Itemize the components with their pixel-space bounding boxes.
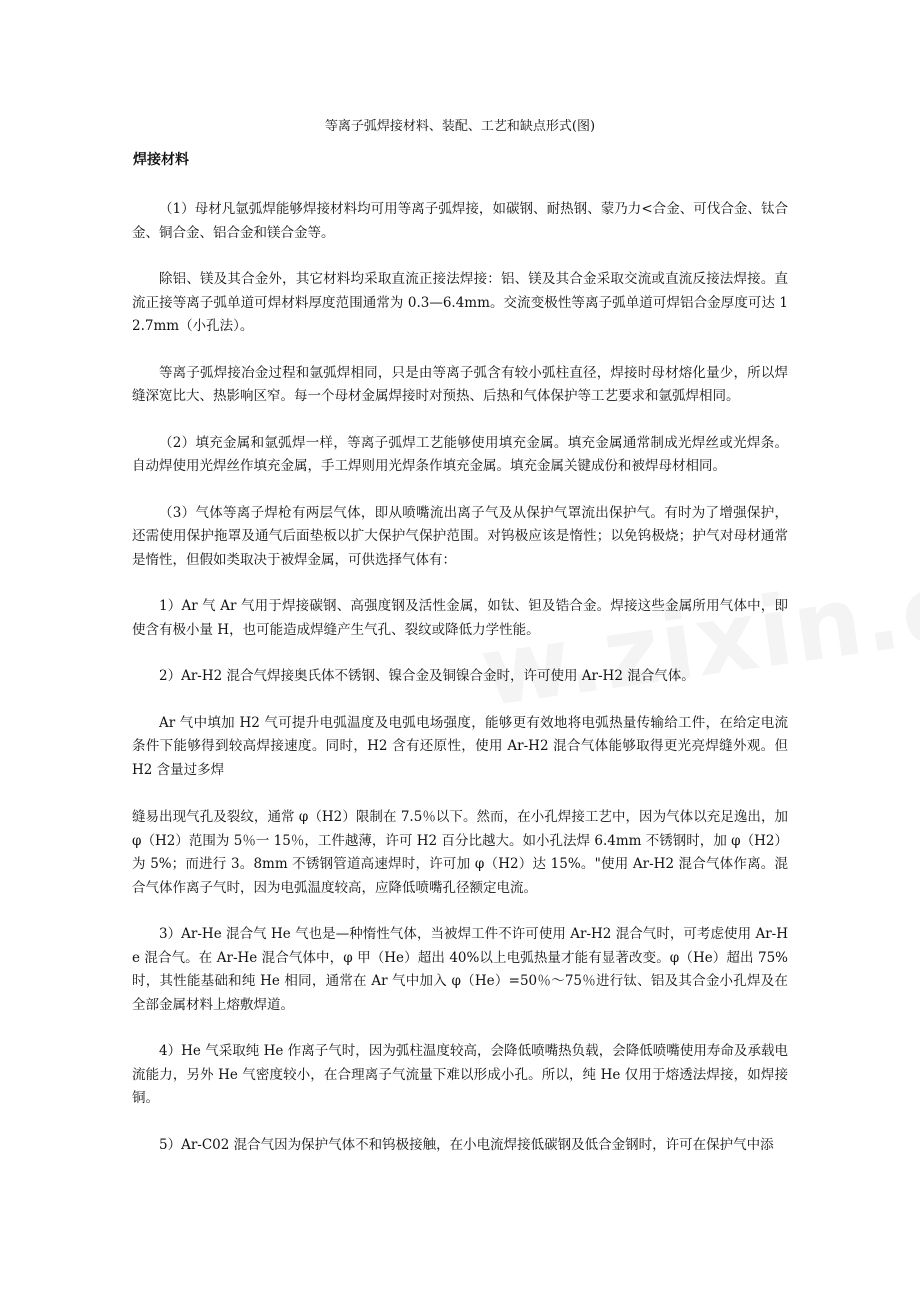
section-heading: 焊接材料 [133,152,189,168]
paragraph-polarity: 除铝、镁及其合金外，其它材料均采取直流正接法焊接：铝、镁及其合金采取交流或直流反接法焊接。直流正接等离子弧单道可焊材料厚度范围通常为 0.3—6.4mm。交流变极性等离子弧单道可焊铝合金厚度可达 12.7mm（小孔法）。 [132,271,788,334]
paragraph-ar-gas: 1）Ar 气 Ar 气用于焊接碳钢、高强度钢及活性金属，如钛、钽及锆合金。焊接这些金属所用气体中，即使含有极小量 H，也可能造成焊缝产生气孔、裂纹或降低力学性能。 [132,598,788,638]
paragraph-ar-h2-detail: Ar 气中填加 H2 气可提升电弧温度及电弧电场强度，能够更有效地将电弧热量传输给工件，在给定电流条件下能够得到较高焊接速度。同时，H2 含有还原性，使用 Ar-H2 混合气体能够取得更光亮焊缝外观。但 H2 含量过多焊 [132,714,788,778]
paragraph-ar-h2-continued: 缝易出现气孔及裂纹，通常 φ（H2）限制在 7.5％以下。然而，在小孔焊接工艺中，因为气体以充足逸出，加 φ（H2）范围为 5％一 15％，工件越薄，许可 H2 百分比越大。如小孔法焊 6.4mm 不锈钢时，加 φ（H2）为 5%；而进行 3。8mm 不锈钢管道高速焊时，许可加 φ（H2）达 15%。"使用 Ar-H2 混合气体作离。混合气体作离子气时，因为电弧温度较高，应降低喷嘴孔径额定电流。 [132,809,788,896]
paragraph-ar-h2: 2）Ar-H2 混合气焊接奥氏体不锈钢、镍合金及铜镍合金时，许可使用 Ar-H2 混合气体。 [159,668,695,684]
paragraph-ar-co2: 5）Ar-C02 混合气因为保护气体不和钨极接触，在小电流焊接低碳钢及低合金钢时，许可在保护气中添 [159,1136,774,1153]
paragraph-base-metal: （1）母材凡氩弧焊能够焊接材料均可用等离子弧焊接，如碳钢、耐热钢、蒙乃力<合金、可伐合金、钛合金、铜合金、铝合金和镁合金等。 [132,201,788,241]
paragraph-gas: （3）气体等离子焊枪有两层气体，即从喷嘴流出离子气及从保护气罩流出保护气。有时为了增强保护，还需使用保护拖罩及通气后面垫板以扩大保护气保护范围。对钨极应该是惰性；以免钨极烧；护气对母材通常是惰性，但假如类取决于被焊金属，可供选择气体有： [132,504,788,568]
paragraph-metallurgy: 等离子弧焊接冶金过程和氩弧焊相同，只是由等离子弧含有较小弧柱直径，焊接时母材熔化量少，所以焊缝深宽比大、热影响区窄。每一个母材金属焊接时对预热、后热和气体保护等工艺要求和氩弧焊相同。 [132,364,788,404]
document-body [132,198,788,1157]
document-title: 等离子弧焊接材料、装配、工艺和缺点形式(图) [324,119,596,134]
paragraph-ar-he: 3）Ar-He 混合气 He 气也是—种惰性气体，当被焊工件不许可使用 Ar-H2 混合气时，可考虑使用 Ar-He 混合气。在 Ar-He 混合气体中，φ 甲（He）超出 40%以上电弧热量才能有显著改变。φ（He）超出 75%时，其性能基础和纯 He 相同，通常在 Ar 气中加入 φ（He）=50％～75％进行钛、铝及其合金小孔焊及在全部金属材料上熔敷焊道。 [132,926,788,1013]
paragraph-he: 4）He 气采取纯 He 作离子气时，因为弧柱温度较高，会降低喷嘴热负载，会降低喷嘴使用寿命及承载电流能力，另外 He 气密度较小，在合理离子气流量下难以形成小孔。所以，纯 He 仅用于熔透法焊接，如焊接铜。 [132,1043,788,1106]
paragraph-filler-metal: （2）填充金属和氩弧焊一样，等离子弧焊工艺能够使用填充金属。填充金属通常制成光焊丝或光焊条。自动焊使用光焊丝作填充金属，手工焊则用光焊条作填充金属。填充金属关键成份和被焊母材相同。 [132,434,788,474]
